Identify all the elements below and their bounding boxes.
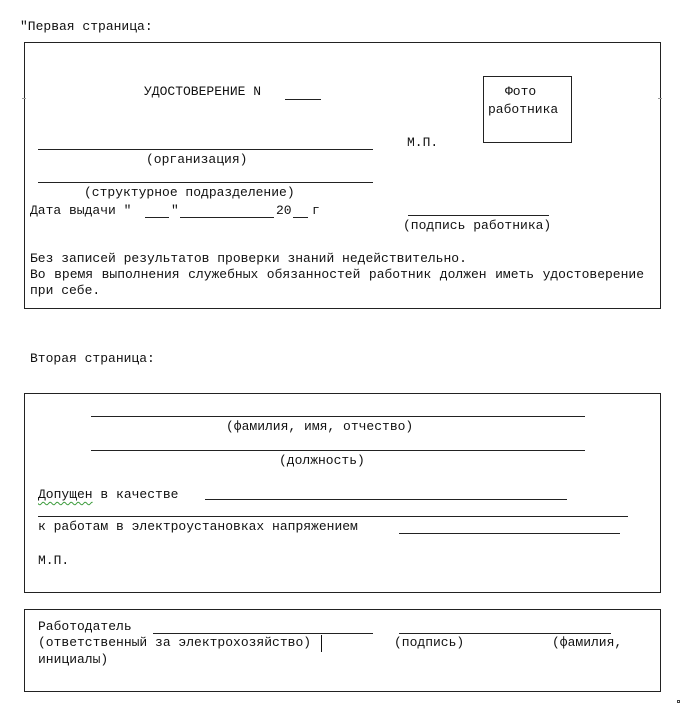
organization-field[interactable] bbox=[38, 149, 373, 150]
employer-signature-field[interactable] bbox=[399, 633, 611, 634]
certificate-number-field[interactable] bbox=[285, 99, 321, 100]
organization-caption: (организация) bbox=[146, 152, 248, 167]
certificate-title: УДОСТОВЕРЕНИЕ N bbox=[144, 84, 262, 99]
issue-date-year: 20 bbox=[276, 203, 292, 218]
issue-day-field[interactable] bbox=[145, 217, 169, 218]
margin-mark bbox=[22, 98, 26, 99]
issue-date-label: Дата выдачи " bbox=[30, 203, 132, 218]
second-page-label: Вторая страница: bbox=[30, 351, 155, 366]
admitted-word: Допущен bbox=[38, 487, 93, 502]
initials-caption: инициалы) bbox=[38, 652, 109, 667]
stamp-mark: М.П. bbox=[407, 135, 439, 150]
admitted-label bbox=[38, 487, 178, 503]
issue-year-field[interactable] bbox=[293, 217, 308, 218]
margin-mark bbox=[658, 98, 662, 99]
worker-signature-caption: (подпись работника) bbox=[403, 218, 552, 233]
issue-month-field[interactable] bbox=[180, 217, 274, 218]
department-field[interactable] bbox=[38, 182, 373, 183]
fio-field[interactable] bbox=[91, 416, 585, 417]
employer-signature-caption: (подпись) bbox=[394, 635, 465, 650]
position-caption: (должность) bbox=[279, 453, 365, 468]
issue-date-quote: " bbox=[171, 203, 179, 218]
carry-note: Во время выполнения служебных обязанностей работник должен иметь удостоверение при себе. bbox=[30, 267, 644, 298]
voltage-label: к работам в электроустановках напряжением bbox=[38, 519, 358, 534]
employer-name-field[interactable] bbox=[153, 633, 373, 634]
admitted-rest: в качестве bbox=[92, 487, 179, 502]
photo-label-line2: работника bbox=[488, 102, 559, 117]
validity-note: Без записей результатов проверки знаний недействительно. bbox=[30, 251, 467, 266]
position-field[interactable] bbox=[91, 450, 585, 451]
issue-date-suffix: г bbox=[312, 203, 320, 218]
resize-handle[interactable] bbox=[677, 700, 680, 703]
admitted-as-field-continued[interactable] bbox=[38, 516, 628, 517]
text-cursor bbox=[321, 635, 322, 652]
employer-name-caption: (фамилия, bbox=[552, 635, 623, 650]
first-page-label: "Первая страница: bbox=[20, 19, 153, 34]
department-caption: (структурное подразделение) bbox=[84, 185, 295, 200]
worker-signature-field[interactable] bbox=[408, 215, 549, 216]
employer-label: Работодатель bbox=[38, 619, 132, 634]
photo-label-line1: Фото bbox=[505, 84, 537, 99]
voltage-field[interactable] bbox=[399, 533, 620, 534]
responsible-caption: (ответственный за электрохозяйство) bbox=[38, 635, 312, 650]
admitted-as-field[interactable] bbox=[205, 499, 567, 500]
second-page-stamp: М.П. bbox=[38, 553, 70, 568]
fio-caption: (фамилия, имя, отчество) bbox=[226, 419, 414, 434]
